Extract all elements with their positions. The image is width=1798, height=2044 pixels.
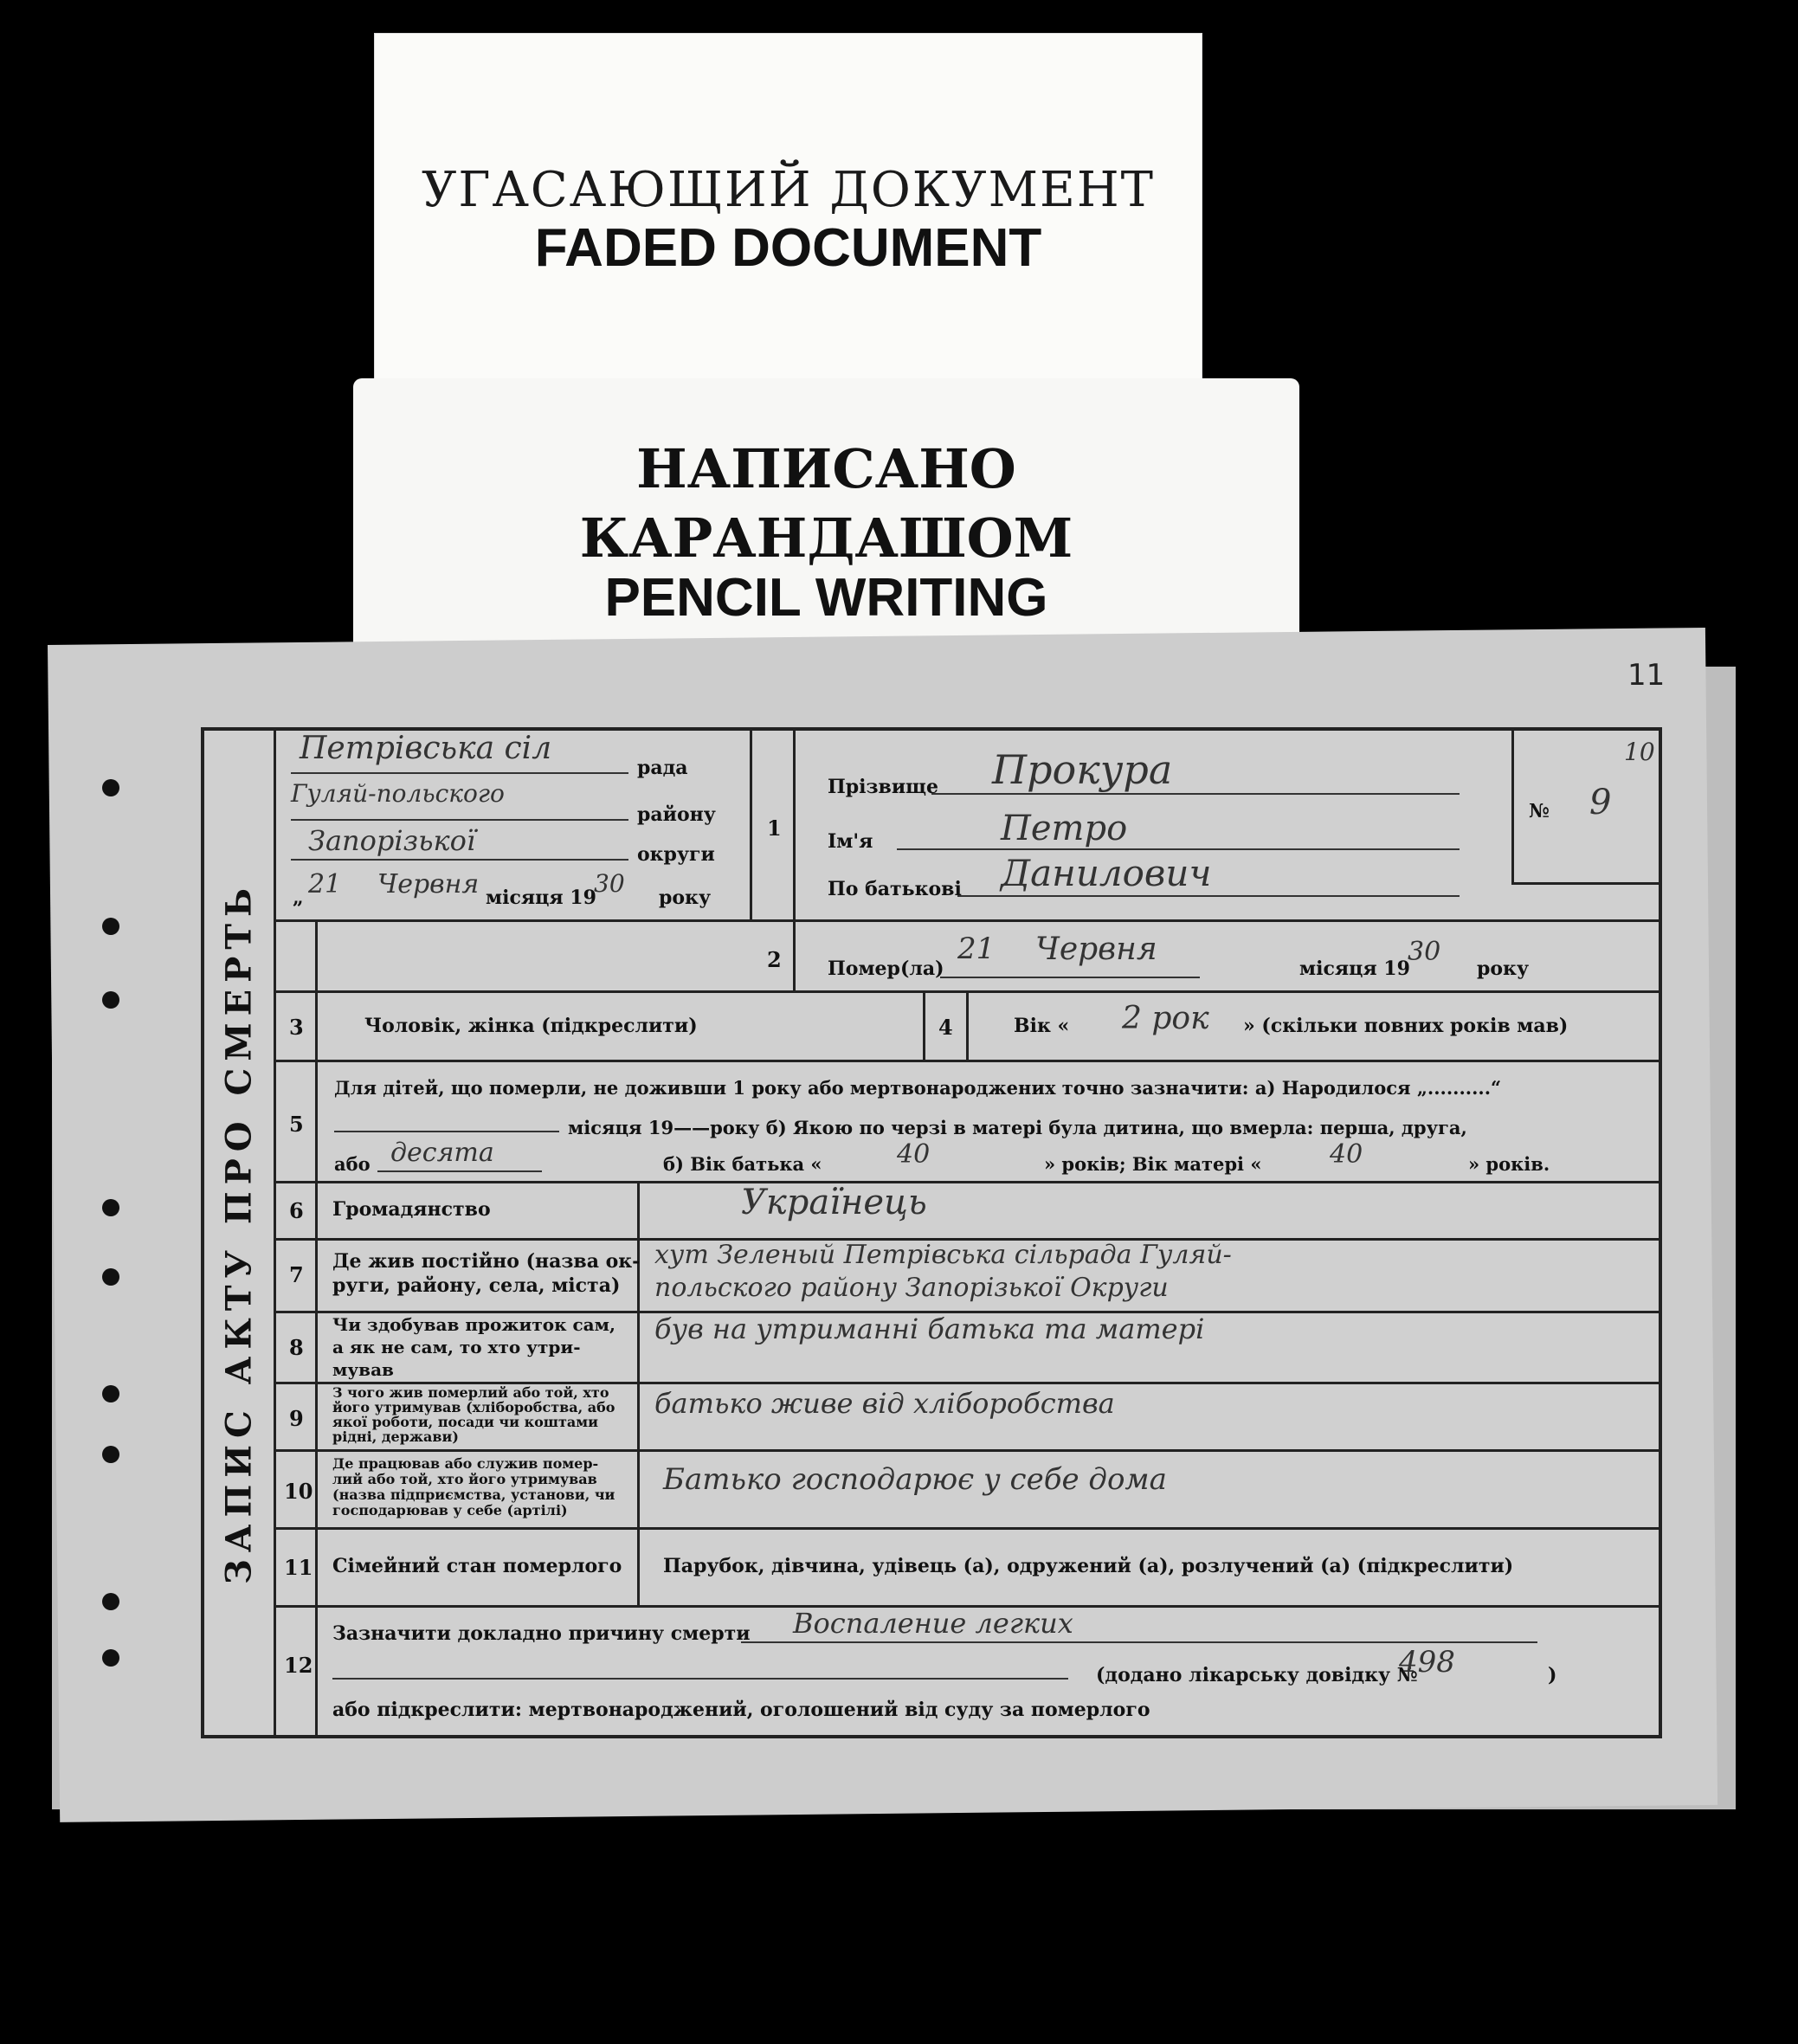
certificate-value: 498 (1399, 1645, 1455, 1680)
death-year-label: року (1477, 958, 1530, 980)
row-10-number: 10 (284, 1479, 313, 1504)
workplace-value: Батько господарює у себе дома (663, 1462, 1167, 1497)
faded-label-english: FADED DOCUMENT (534, 218, 1042, 278)
row-7-number: 7 (289, 1262, 304, 1287)
death-year-value: 30 (1408, 937, 1441, 967)
pencil-label-english: PENCIL WRITING (604, 568, 1048, 628)
mother-age-value: 40 (1330, 1139, 1363, 1170)
cause-value: Воспаление легких (793, 1607, 1073, 1640)
income-source-value: батько живе від хліборобства (654, 1387, 1115, 1420)
raion-label: району (637, 803, 716, 826)
father-age-value: 40 (897, 1139, 931, 1170)
child-line-3-d: » років. (1468, 1153, 1550, 1175)
income-source-label-4: рідні, держави) (332, 1428, 459, 1445)
certificate-close: ) (1548, 1664, 1557, 1686)
header-month-label: місяця 19 (486, 887, 596, 909)
citizenship-value: Українець (741, 1183, 927, 1222)
child-line-2: місяця 19——року б) Якою по черзі в матері була дитина, що вмерла: перша, друга, (568, 1117, 1467, 1138)
residence-value-2: польского району Запорізької Округи (654, 1273, 1169, 1303)
age-suffix: » (скільки повних років мав) (1243, 1015, 1569, 1037)
okruha-label: округи (637, 843, 715, 866)
pencil-label-russian-2: КАРАНДАШОМ (579, 506, 1073, 570)
punch-hole (102, 991, 119, 1009)
child-line-3-c: » років; Вік матері « (1044, 1153, 1262, 1175)
certificate-label: (додано лікарську довідку № (1096, 1664, 1418, 1686)
income-source-label-2: його утримував (хліборобства, або (332, 1399, 615, 1415)
faded-document-label (374, 33, 1202, 398)
death-record-form (201, 727, 1662, 1738)
side-title-column (204, 731, 276, 1735)
name-value: Петро (1001, 809, 1128, 848)
row-12-number: 12 (284, 1653, 313, 1678)
row-11-number: 11 (284, 1555, 313, 1580)
name-label: Ім'я (828, 830, 873, 853)
child-line-3-a: або (334, 1153, 371, 1175)
workplace-label-4: господарював у себе (артілі) (332, 1502, 568, 1518)
record-number-top: 10 (1624, 738, 1655, 766)
header-day-value: 21 (308, 869, 342, 899)
income-source-label-1: З чого жив померлий або той, хто (332, 1384, 609, 1401)
pencil-label-russian-1: НАПИСАНО (636, 437, 1016, 500)
punch-hole (102, 779, 119, 796)
punch-hole (102, 1199, 119, 1216)
header-date-quote: „ (293, 887, 304, 909)
punch-hole (102, 1649, 119, 1667)
child-order-value: десята (390, 1138, 494, 1168)
died-label: Помер(ла) (828, 958, 944, 980)
death-month-label: місяця 19 (1299, 958, 1410, 980)
death-day-value: 21 (957, 932, 996, 966)
marital-options: Парубок, дівчина, удівець (а), одружений (а), розлучений (а) (підкреслити) (663, 1555, 1514, 1577)
row-3-number: 3 (289, 1015, 304, 1040)
age-value: 2 рок (1122, 1001, 1209, 1036)
row-6-number: 6 (289, 1198, 304, 1223)
residence-label-1: Де жив постійно (назва ок- (332, 1250, 641, 1273)
workplace-label-2: лий або той, хто його утримував (332, 1471, 597, 1487)
header-month-value: Червня (377, 869, 480, 899)
livelihood-label-1: Чи здобував прожиток сам, (332, 1314, 615, 1335)
punch-hole (102, 1268, 119, 1286)
row-2-number: 2 (767, 947, 782, 972)
workplace-label-1: Де працював або служив помер- (332, 1455, 599, 1472)
stillborn-line: або підкреслити: мертвонароджений, оголошений від суду за померлого (332, 1699, 1150, 1721)
livelihood-label-3: мував (332, 1359, 394, 1380)
residence-value-1: хут Зеленый Петрівська сільрада Гуляй- (654, 1240, 1232, 1270)
residence-label-2: руги, району, села, міста) (332, 1274, 621, 1297)
patronymic-value: Данилович (1001, 852, 1212, 894)
row-9-number: 9 (289, 1406, 304, 1431)
surname-label: Прізвище (828, 776, 938, 798)
death-month-value: Червня (1035, 932, 1157, 967)
livelihood-value: був на утриманні батька та матері (654, 1312, 1205, 1345)
row-8-number: 8 (289, 1335, 304, 1360)
cause-label: Зазначити докладно причину смерти (332, 1622, 751, 1645)
workplace-label-3: (назва підприємства, установи, чи (332, 1486, 615, 1503)
child-line-3-b: б) Вік батька « (663, 1153, 822, 1175)
punch-hole (102, 1593, 119, 1610)
surname-value: Прокура (992, 746, 1173, 793)
marital-label: Сімейний стан померлого (332, 1555, 622, 1577)
record-number-label: № (1529, 800, 1550, 822)
header-year-value: 30 (594, 869, 625, 898)
row-5-number: 5 (289, 1112, 304, 1137)
income-source-label-3: якої роботи, посади чи коштами (332, 1414, 599, 1430)
child-line-1: Для дітей, що померли, не доживши 1 року або мертвонароджених точно зазначити: а) Народилося „..........“ (334, 1077, 1502, 1099)
side-title: ЗАПИС АКТУ ПРО СМЕРТЬ (218, 881, 260, 1584)
header-year-label: року (659, 887, 712, 909)
punch-hole (102, 1446, 119, 1463)
punch-hole (102, 1385, 119, 1402)
rada-value: Петрівська сіл (300, 731, 552, 766)
age-label: Вік « (1014, 1015, 1070, 1037)
row-1-number: 1 (767, 816, 782, 841)
punch-hole (102, 918, 119, 935)
row-4-number: 4 (938, 1015, 953, 1040)
citizenship-label: Громадянство (332, 1198, 491, 1221)
okruha-value: Запорізької (308, 824, 476, 857)
record-number-value: 9 (1589, 783, 1612, 822)
raion-value: Гуляй-польского (291, 779, 505, 808)
rada-label: рада (637, 757, 688, 779)
page-number-mark: 11 (1627, 658, 1666, 693)
faded-label-russian: УГАСАЮЩИЙ ДОКУМЕНТ (421, 162, 1156, 218)
gender-field: Чоловік, жінка (підкреслити) (364, 1015, 698, 1037)
patronymic-label: По батькові (828, 878, 962, 900)
livelihood-label-2: а як не сам, то хто утри- (332, 1337, 581, 1357)
